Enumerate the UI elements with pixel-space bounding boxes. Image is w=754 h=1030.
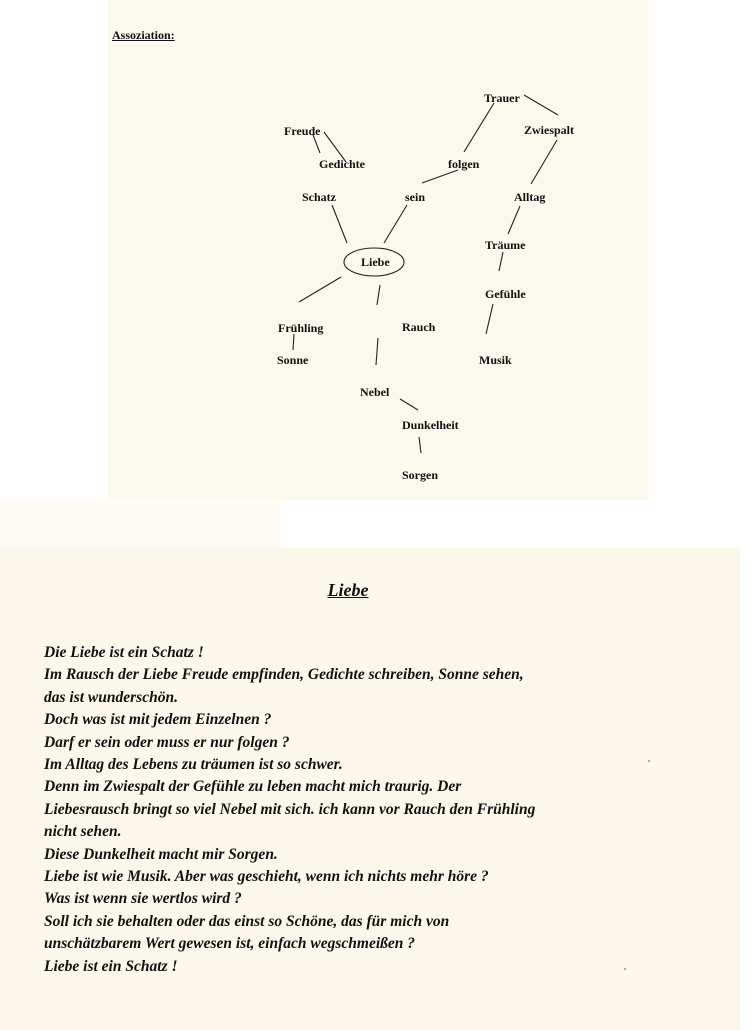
mindmap-connectors — [293, 95, 558, 453]
mindmap-words — [277, 91, 574, 482]
word-alltag: Alltag — [514, 190, 546, 204]
scan-speck — [624, 968, 626, 970]
poem-line: Doch was ist mit jedem Einzelnen ? — [44, 711, 272, 729]
poem-line: Die Liebe ist ein Schatz ! — [44, 644, 204, 661]
word-nebel: Nebel — [360, 385, 390, 399]
word-sonne: Sonne — [277, 353, 309, 367]
word-sein: sein — [405, 190, 426, 204]
poem-line: Liebe ist wie Musik. Aber was geschieht, wenn ich nichts mehr höre ? — [44, 868, 489, 886]
connector-trauer-zwiespalt — [524, 95, 558, 115]
word-musik: Musik — [479, 353, 512, 367]
word-freude: Freude — [284, 124, 321, 138]
connector-liebe-fruehling — [299, 277, 341, 302]
word-traeume: Träume — [485, 238, 526, 252]
word-sorgen: Sorgen — [402, 468, 438, 482]
poem-line: Soll ich sie behalten oder das einst so Schöne, das für mich von — [44, 912, 450, 930]
connector-liebe-rauch — [377, 285, 380, 305]
word-fruehling: Frühling — [278, 321, 324, 335]
connector-nebel-dunkelheit — [400, 399, 418, 410]
mindmap-center-word: Liebe — [361, 255, 390, 269]
poem-line: Liebe ist ein Schatz ! — [44, 957, 178, 975]
word-gedichte: Gedichte — [319, 157, 365, 171]
poem-line: Diese Dunkelheit macht mir Sorgen. — [44, 845, 278, 863]
connector-fruehling-sonne — [293, 334, 294, 350]
poem-line: nicht sehen. — [44, 823, 122, 841]
connector-trauer-folgen — [464, 103, 494, 152]
poem-line: Im Alltag des Lebens zu träumen ist so schwer. — [44, 756, 343, 774]
connector-rauch-nebel — [376, 338, 378, 365]
poem-body — [44, 642, 704, 978]
poem-line: Liebesrausch bringt so viel Nebel mit sich. ich kann vor Rauch den Frühling — [44, 800, 536, 818]
assoziation-heading: Assoziation: — [112, 28, 175, 42]
poem-title: Liebe — [327, 580, 369, 600]
word-trauer: Trauer — [484, 91, 520, 105]
poem-line: das ist wunderschön. — [44, 688, 178, 706]
connector-sein-liebe — [384, 205, 407, 243]
word-gefuehle: Gefühle — [485, 287, 526, 301]
connector-traeume-gefuehle — [499, 252, 503, 271]
word-schatz: Schatz — [302, 190, 336, 204]
scan-speck — [648, 760, 650, 762]
connector-schatz-liebe — [332, 205, 347, 243]
poem-line: unschätzbarem Wert gewesen ist, einfach wegschmeißen ? — [44, 935, 416, 953]
poem-line: Darf er sein oder muss er nur folgen ? — [44, 733, 290, 751]
connector-zwiespalt-alltag — [531, 140, 557, 184]
poem-line: Denn im Zwiespalt der Gefühle zu leben macht mich traurig. Der — [44, 778, 462, 796]
connector-alltag-traeume — [508, 206, 520, 234]
word-folgen: folgen — [448, 157, 480, 171]
connector-dunkelheit-sorgen — [419, 437, 421, 453]
word-dunkelheit: Dunkelheit — [402, 418, 459, 432]
connector-folgen-sein — [422, 170, 458, 183]
connector-gefuehle-musik — [486, 304, 493, 334]
poem-line: Was ist wenn sie wertlos wird ? — [44, 890, 242, 908]
word-rauch: Rauch — [402, 320, 436, 334]
poem-line: Im Rausch der Liebe Freude empfinden, Gedichte schreiben, Sonne sehen, — [44, 666, 524, 684]
word-zwiespalt: Zwiespalt — [524, 123, 575, 137]
